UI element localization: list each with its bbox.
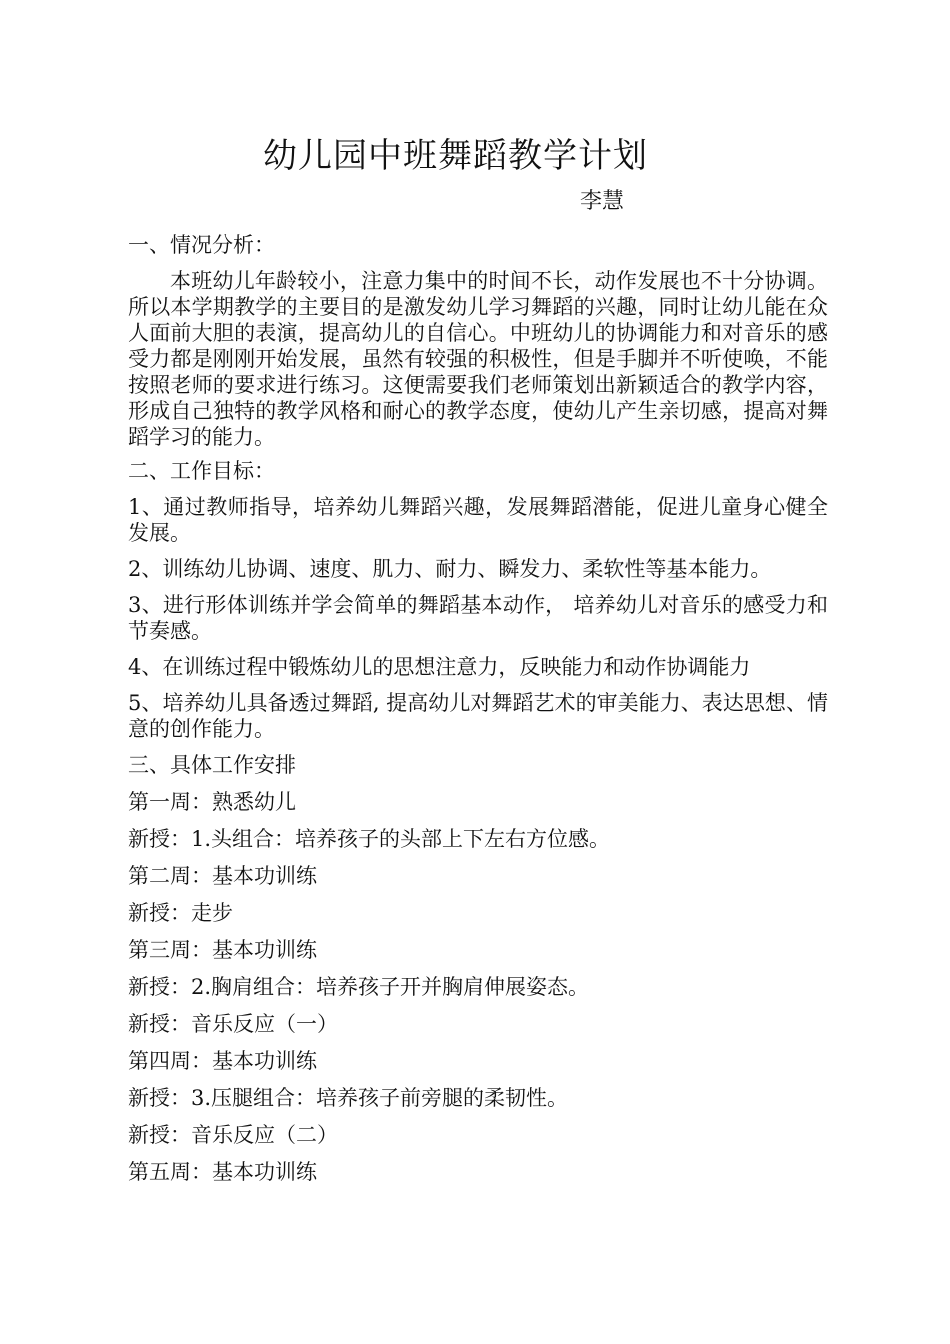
schedule-line: 新授：2.胸肩组合：培养孩子开并胸肩伸展姿态。 <box>128 975 590 999</box>
goal-item-5: 5、培养幼儿具备透过舞蹈, 提高幼儿对舞蹈艺术的审美能力、表达思想、情意的创作能力。 <box>128 691 828 741</box>
schedule-line: 第三周：基本功训练 <box>128 938 317 962</box>
schedule-line: 新授：1.头组合：培养孩子的头部上下左右方位感。 <box>128 827 611 851</box>
goal-item-1: 1、通过教师指导，培养幼儿舞蹈兴趣，发展舞蹈潜能，促进儿童身心健全发展。 <box>128 495 828 545</box>
section-heading-goals: 二、工作目标： <box>128 459 275 483</box>
schedule-line: 第二周：基本功训练 <box>128 864 317 888</box>
schedule-line: 新授：音乐反应（一） <box>128 1012 338 1036</box>
schedule-line: 第五周：基本功训练 <box>128 1160 317 1184</box>
section-heading-schedule: 三、具体工作安排 <box>128 753 296 777</box>
document-title: 幼儿园中班舞蹈教学计划 <box>263 136 648 176</box>
goal-item-2: 2、训练幼儿协调、速度、肌力、耐力、瞬发力、柔软性等基本能力。 <box>128 557 772 581</box>
schedule-line: 新授：走步 <box>128 901 233 925</box>
schedule-line: 新授：3.压腿组合：培养孩子前旁腿的柔韧性。 <box>128 1086 569 1110</box>
goal-item-3: 3、进行形体训练并学会简单的舞蹈基本动作， 培养幼儿对音乐的感受力和节奏感。 <box>128 593 828 643</box>
section-heading-situation: 一、情况分析： <box>128 233 275 257</box>
author-name: 李慧 <box>580 189 625 214</box>
schedule-line: 新授：音乐反应（二） <box>128 1123 338 1147</box>
situation-paragraph: 本班幼儿年龄较小，注意力集中的时间不长，动作发展也不十分协调。所以本学期教学的主要目的是激发幼儿学习舞蹈的兴趣，同时让幼儿能在众人面前大胆的表演，提高幼儿的自信心。中班幼儿的协调能力和对音乐的感受力都是刚刚开始发展，虽然有较强的积极性，但是手脚并不听使唤，不能按照老师的要求进行练习。这便需要我们老师策划出新颖适合的教学内容，形成自己独特的教学风格和耐心的教学态度，使幼儿产生亲切感，提高对舞蹈学习的能力。 <box>128 269 828 449</box>
schedule-line: 第四周：基本功训练 <box>128 1049 317 1073</box>
schedule-line: 第一周：熟悉幼儿 <box>128 790 296 814</box>
goal-item-4: 4、在训练过程中锻炼幼儿的思想注意力，反映能力和动作协调能力 <box>128 655 751 679</box>
document-body <box>128 232 828 1196</box>
